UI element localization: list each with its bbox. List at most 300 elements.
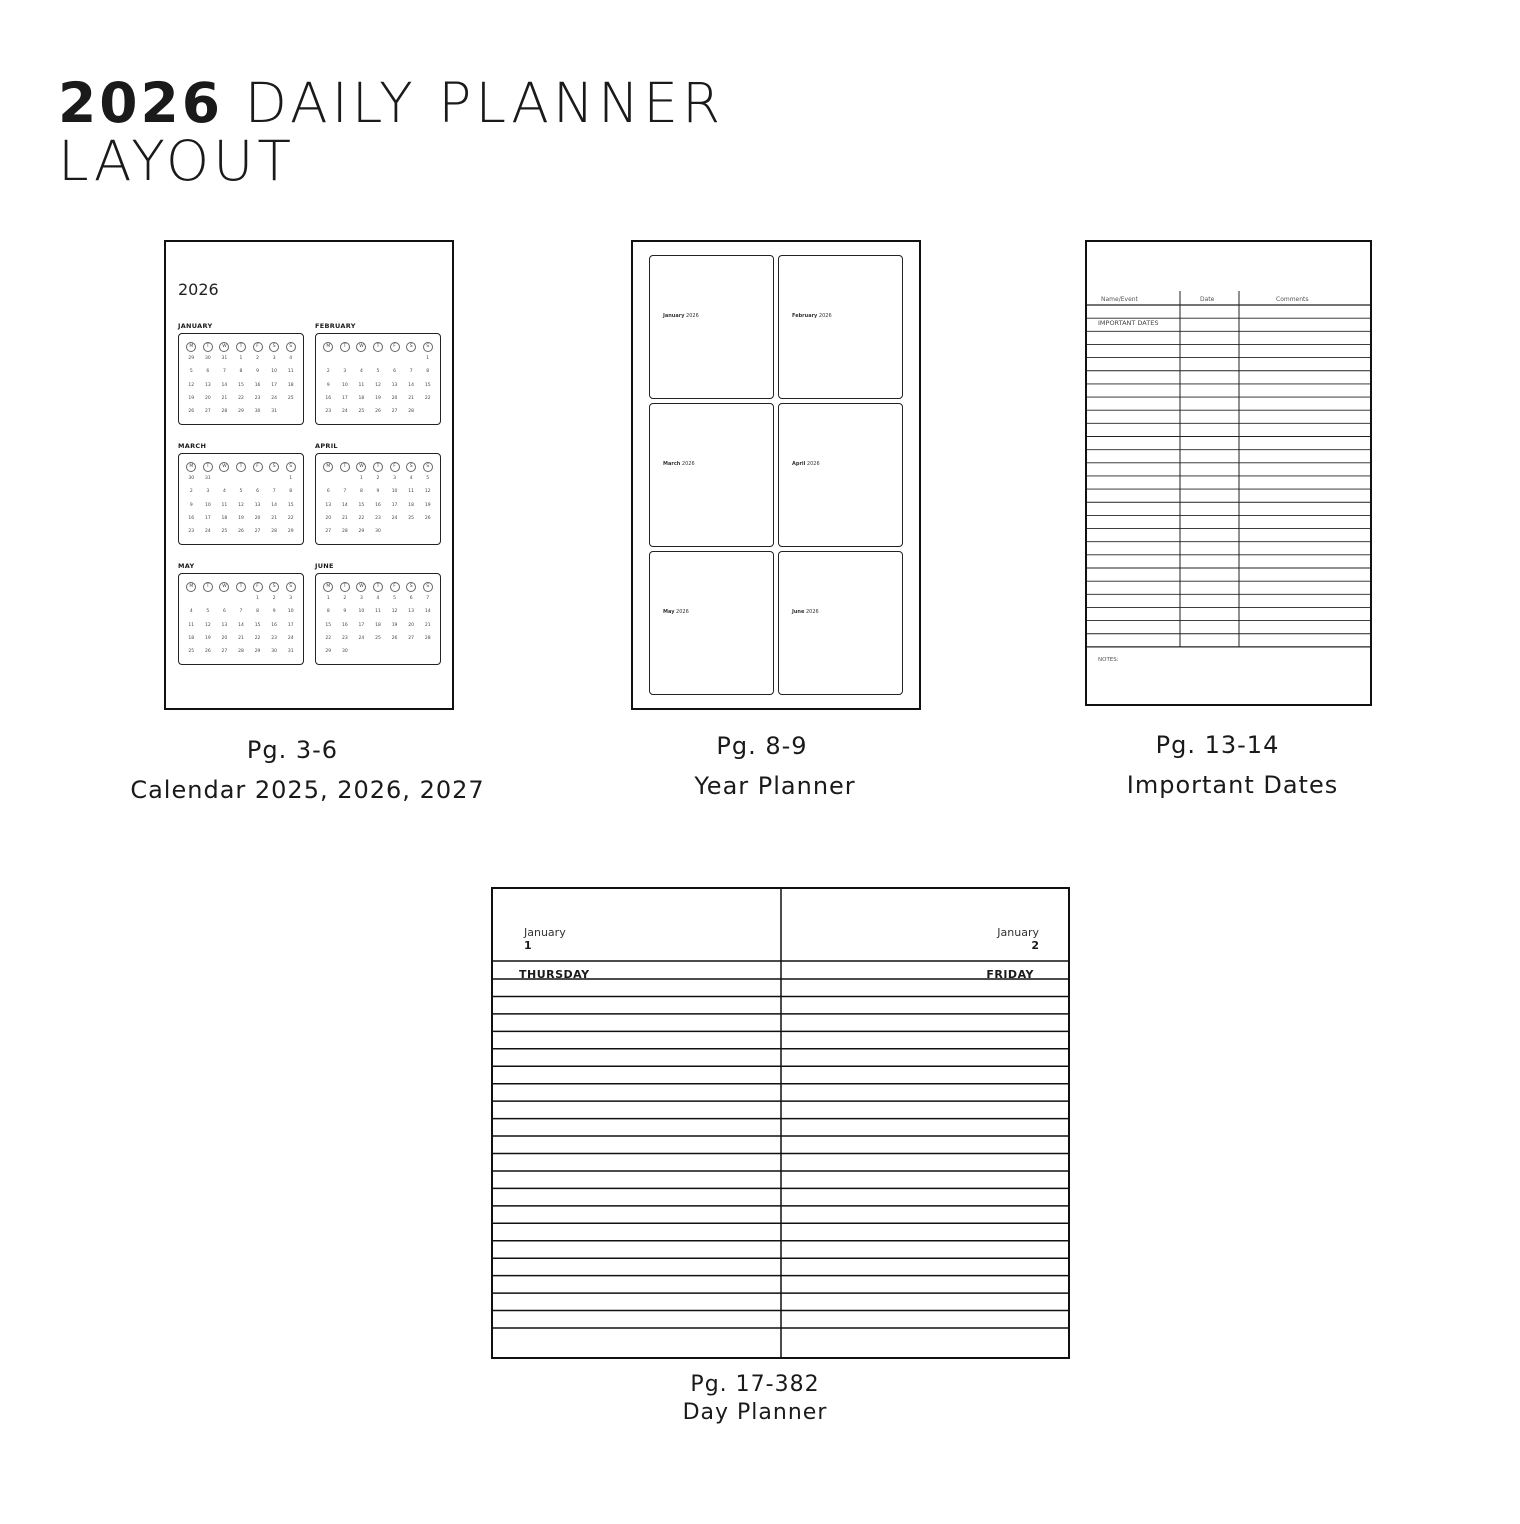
day-cell: 21 [271,515,277,521]
day-planner-lines [493,889,1068,1357]
month-name: APRIL [315,442,338,450]
day-cell: 19 [188,395,195,401]
day-cell: 17 [204,515,211,521]
day-cell: 4 [289,356,293,361]
day-cell: 8 [239,369,243,375]
week-row [320,512,436,525]
day-cell: 21 [424,622,431,628]
month-name: MAY [178,562,195,570]
week-row [320,485,436,498]
day-cell: 1 [256,596,259,601]
column-header-date: Date [1200,296,1215,303]
day-cell: 23 [254,395,261,401]
day-cell: 16 [254,382,261,388]
week-row [320,605,436,618]
weekday-header-row [183,342,299,352]
day-cell [200,592,217,605]
day-cell: 4 [376,596,380,601]
day-cell [337,472,354,485]
day-cell [370,352,387,365]
important-dates-caption [1110,731,1355,799]
day-cell: 17 [391,502,398,508]
day-cell: 16 [375,502,381,508]
notes-label: NOTES: [1098,657,1119,663]
important-dates-caption-name: Important Dates [1126,771,1339,799]
day-cell: 3 [289,596,293,601]
day-cell: 3 [272,356,276,361]
day-cell: 22 [325,635,332,641]
week-row [183,405,299,418]
weekday-initial: S [423,342,433,352]
week-row [183,352,299,365]
day-cell: 5 [426,476,430,481]
day-cell: 13 [254,502,261,508]
day-cell: 14 [341,502,348,508]
month-cell-month: February [792,313,818,319]
day-cell [419,405,436,418]
day-cell: 26 [391,635,398,641]
day-cell: 20 [325,515,332,521]
month-cell-january [649,255,774,399]
week-row [320,472,436,485]
month-may [178,562,304,665]
calendar-caption-name: Calendar 2025, 2026, 2027 [130,776,485,804]
weekday-initial: W [356,342,366,352]
day-cell: 25 [221,529,228,535]
weekday-header-row [320,462,436,472]
column-header-name-event: Name/Event [1101,296,1138,303]
day-cell: 28 [238,649,244,655]
day-cell: 30 [375,529,381,535]
day-cell: 4 [409,476,413,481]
weekday-initial: W [219,582,229,592]
day-cell: 19 [204,635,211,641]
week-row [183,392,299,405]
day-cell: 30 [188,476,195,481]
month-cell-year: 2026 [684,313,699,319]
day-cell: 6 [326,489,330,495]
day-cell: 16 [188,515,195,521]
day-cell: 6 [256,489,259,495]
day-cell: 10 [358,609,365,615]
day-cell: 26 [204,649,211,655]
week-row [183,379,299,392]
month-grid [315,573,441,665]
day-cell: 20 [391,395,398,401]
day-cell: 5 [376,369,380,375]
week-row [320,619,436,632]
day-cell: 4 [222,489,226,495]
day-cell: 24 [287,635,294,641]
week-row [183,525,299,538]
day-cell: 22 [238,395,244,401]
month-name: JUNE [315,562,334,570]
week-row [320,352,436,365]
weekday-initial: T [340,342,350,352]
day-cell [386,645,403,658]
day-cell: 17 [287,622,294,628]
calendar-page-preview [164,240,454,710]
day-cell: 9 [256,369,259,375]
weekday-initial: S [286,462,296,472]
month-cell-february [778,255,903,399]
day-cell: 15 [238,382,244,388]
day-cell: 27 [408,635,414,641]
month-cell-year: 2026 [674,609,689,615]
year-planner-caption [660,732,890,800]
day-planner-page-preview [491,887,1070,1359]
weekday-initial: S [423,462,433,472]
day-cell: 7 [239,609,243,615]
day-cell: 30 [204,356,211,361]
day-cell: 9 [343,609,347,615]
weekday-initial: W [356,462,366,472]
day-cell: 14 [408,382,414,388]
day-cell: 3 [206,489,210,495]
month-cell-label [663,313,699,319]
day-cell: 2 [272,596,276,601]
week-row [320,525,436,538]
day-cell: 16 [325,395,332,401]
important-dates-caption-pages: Pg. 13-14 [1155,731,1280,759]
day-cell: 15 [424,382,431,388]
title-line-1 [58,71,725,135]
calendar-caption-pages: Pg. 3-6 [246,736,339,764]
weekday-initial: S [406,342,416,352]
calendar-caption [120,736,495,804]
day-cell: 19 [391,622,398,628]
day-cell: 5 [239,489,243,495]
week-row [183,619,299,632]
week-row [183,592,299,605]
title-line-2: LAYOUT [58,129,295,193]
month-cell-month: June [792,609,805,615]
day-cell: 23 [271,635,277,641]
day-cell: 23 [341,635,348,641]
day-cell [249,472,266,485]
right-day-month: January [997,926,1039,939]
year-planner-page-preview [631,240,921,710]
day-cell: 11 [221,502,228,508]
day-cell: 12 [204,622,211,628]
month-cell-month: April [792,461,806,467]
day-cell: 28 [271,529,277,535]
day-cell: 11 [375,609,381,615]
month-name: MARCH [178,442,207,450]
day-cell: 5 [393,596,396,601]
day-cell: 16 [341,622,348,628]
day-cell: 10 [287,609,294,615]
important-dates-grid [1087,242,1370,704]
day-cell: 29 [188,356,195,361]
month-january [178,322,304,425]
week-row [320,645,436,658]
weekday-initial: F [253,462,263,472]
day-cell: 11 [188,622,195,628]
month-june [315,562,441,665]
month-cell-may [649,551,774,695]
day-cell: 28 [341,529,348,535]
day-cell: 7 [343,489,347,495]
day-cell: 30 [341,649,348,655]
day-cell: 20 [408,622,414,628]
week-row [183,512,299,525]
title-year: 2026 [58,71,224,135]
weekday-initial: F [253,582,263,592]
weekday-initial: F [390,462,400,472]
page-title [58,71,725,193]
day-cell: 3 [343,369,347,375]
day-cell: 13 [325,502,332,508]
day-cell [337,352,354,365]
day-cell: 9 [376,489,380,495]
day-cell: 12 [188,382,195,388]
day-cell: 25 [375,635,381,641]
day-cell: 11 [358,382,365,388]
day-cell: 15 [254,622,261,628]
weekday-initial: T [203,462,213,472]
month-cell-label [663,461,695,467]
week-row [320,365,436,378]
month-cell-month: January [663,313,685,319]
month-cell-april [778,403,903,547]
day-cell [266,472,283,485]
day-cell [419,645,436,658]
week-row [320,632,436,645]
day-cell: 17 [358,622,365,628]
day-cell: 28 [221,409,228,415]
day-cell [183,592,200,605]
weekday-initial: S [423,582,433,592]
day-cell: 7 [426,596,430,601]
day-cell: 27 [254,529,261,535]
weekday-initial: T [203,342,213,352]
week-row [183,485,299,498]
day-cell: 8 [359,489,363,495]
day-cell: 22 [424,395,431,401]
day-cell: 1 [326,596,330,601]
day-cell: 20 [221,635,228,641]
day-cell: 29 [238,409,244,415]
month-cell-label [663,609,689,615]
weekday-initial: T [373,582,383,592]
important-dates-page-preview [1085,240,1372,706]
day-cell: 13 [221,622,228,628]
month-april [315,442,441,545]
day-cell [320,472,337,485]
day-cell: 31 [287,649,294,655]
day-cell: 11 [408,489,414,495]
day-planner-caption-pages: Pg. 17-382 [690,1372,820,1397]
day-cell: 8 [426,369,430,375]
day-cell: 27 [325,529,332,535]
weekday-initial: W [219,462,229,472]
month-name: FEBRUARY [315,322,356,330]
day-cell: 24 [341,409,348,415]
day-cell: 23 [375,515,381,521]
day-cell: 15 [287,502,294,508]
day-cell: 18 [358,395,365,401]
calendar-year-label: 2026 [178,280,219,299]
weekday-initial: T [373,342,383,352]
day-cell: 3 [393,476,396,481]
weekday-initial: F [253,342,263,352]
day-cell: 19 [375,395,381,401]
day-cell: 3 [359,596,363,601]
day-cell: 7 [222,369,226,375]
week-row [183,632,299,645]
month-cell-year: 2026 [805,461,820,467]
day-cell: 26 [375,409,381,415]
day-cell: 31 [271,409,277,415]
weekday-initial: M [186,462,196,472]
day-cell [370,645,387,658]
day-cell: 29 [287,529,294,535]
day-cell: 21 [341,515,348,521]
day-cell: 22 [254,635,261,641]
day-cell: 29 [358,529,365,535]
day-cell: 14 [238,622,244,628]
week-row [183,605,299,618]
weekday-initial: T [203,582,213,592]
month-cell-year: 2026 [817,313,832,319]
day-cell: 27 [204,409,211,415]
day-cell: 7 [409,369,413,375]
weekday-initial: F [390,342,400,352]
day-cell [386,352,403,365]
month-grid [178,573,304,665]
month-cell-label [792,461,820,467]
day-cell: 6 [393,369,396,375]
day-cell: 24 [271,395,277,401]
day-cell: 4 [189,609,193,615]
day-cell: 22 [287,515,294,521]
day-cell: 12 [391,609,398,615]
weekday-initial: M [186,342,196,352]
day-cell: 19 [238,515,244,521]
weekday-header-row [183,582,299,592]
day-cell: 27 [391,409,398,415]
left-day-weekday: THURSDAY [519,968,590,981]
month-grid [178,453,304,545]
week-row [183,472,299,485]
day-cell: 6 [409,596,413,601]
weekday-initial: S [269,462,279,472]
day-cell: 20 [254,515,261,521]
day-cell: 6 [206,369,210,375]
day-cell: 25 [188,649,195,655]
day-cell: 26 [238,529,244,535]
day-cell: 31 [204,476,211,481]
day-cell: 17 [341,395,348,401]
week-row [320,592,436,605]
day-cell: 12 [238,502,244,508]
day-cell: 10 [271,369,277,375]
day-cell: 25 [408,515,414,521]
day-planner-caption-name: Day Planner [682,1400,828,1425]
weekday-initial: M [186,582,196,592]
day-cell: 12 [424,489,431,495]
weekday-initial: F [390,582,400,592]
day-cell: 23 [325,409,332,415]
left-day-month: January [524,926,566,939]
year-planner-caption-name: Year Planner [694,772,856,800]
month-cell-label [792,313,832,319]
month-cell-label [792,609,819,615]
day-cell [233,472,250,485]
day-cell [386,525,403,538]
day-cell: 2 [343,596,347,601]
month-cell-year: 2026 [680,461,695,467]
day-cell: 21 [238,635,244,641]
day-cell [353,352,370,365]
day-cell: 16 [271,622,277,628]
weekday-initial: T [236,582,246,592]
weekday-initial: T [236,342,246,352]
day-cell: 5 [189,369,193,375]
day-cell: 24 [358,635,365,641]
day-cell: 10 [341,382,348,388]
day-cell: 22 [358,515,365,521]
weekday-initial: T [236,462,246,472]
day-cell: 24 [391,515,398,521]
day-cell: 9 [326,382,330,388]
week-row [183,499,299,512]
week-row [183,365,299,378]
day-cell: 8 [289,489,293,495]
month-cell-march [649,403,774,547]
weekday-initial: T [340,582,350,592]
day-cell: 14 [271,502,277,508]
weekday-initial: S [286,582,296,592]
day-cell: 26 [424,515,431,521]
day-cell [216,472,233,485]
day-cell: 8 [326,609,330,615]
day-cell: 25 [287,395,294,401]
day-cell: 2 [189,489,193,495]
day-cell: 20 [204,395,211,401]
day-cell: 27 [221,649,228,655]
week-row [320,392,436,405]
week-row [320,405,436,418]
day-cell: 7 [272,489,276,495]
day-cell: 2 [326,369,330,375]
weekday-header-row [183,462,299,472]
day-planner-caption [640,1371,900,1427]
day-cell: 21 [408,395,414,401]
weekday-initial: S [286,342,296,352]
day-cell: 10 [204,502,211,508]
day-cell: 6 [222,609,226,615]
day-cell: 10 [391,489,398,495]
month-cell-month: March [663,461,681,467]
day-cell: 23 [188,529,195,535]
week-row [320,499,436,512]
day-cell: 24 [204,529,211,535]
day-cell: 14 [221,382,228,388]
month-cell-year: 2026 [804,609,819,615]
day-cell: 9 [189,502,193,508]
day-cell [282,405,299,418]
day-cell [403,352,420,365]
day-cell: 18 [375,622,381,628]
day-cell: 8 [256,609,259,615]
day-cell: 28 [424,635,431,641]
weekday-initial: M [323,342,333,352]
day-cell [216,592,233,605]
day-cell: 13 [408,609,414,615]
week-row [183,645,299,658]
